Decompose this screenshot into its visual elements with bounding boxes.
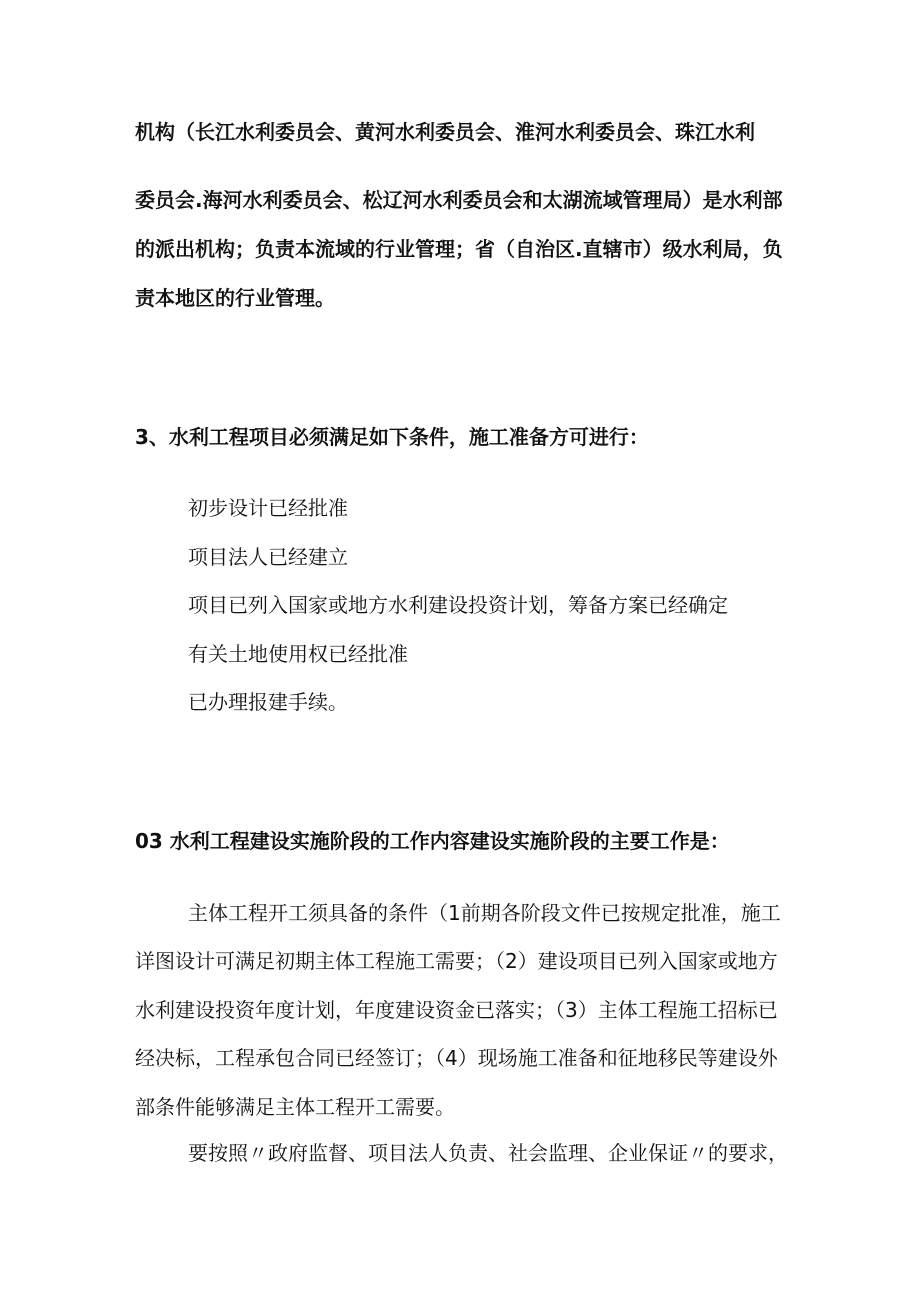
section-3-item-1: 初步设计已经批准: [188, 496, 348, 520]
section-03-heading: 03 水利工程建设实施阶段的工作内容建设实施阶段的主要工作是：: [135, 829, 730, 853]
section-03-para1-line-5: 部条件能够满足主体工程开工需要。: [135, 1095, 455, 1119]
section-03-para1-line-2: 详图设计可满足初期主体工程施工需要；（2）建设项目已列入国家或地方: [135, 949, 778, 973]
intro-line-2: 委员会.海河水利委员会、松辽河水利委员会和太湖流域管理局）是水利部: [135, 188, 783, 212]
intro-line-4: 责本地区的行业管理。: [135, 286, 335, 310]
intro-line-1: 机构（长江水利委员会、黄河水利委员会、淮河水利委员会、珠江水利: [135, 120, 755, 144]
section-3-item-5: 已办理报建手续。: [188, 690, 348, 714]
section-03-para2-line-1: 要按照〃政府监督、项目法人负责、社会监理、企业保证〃的要求，: [188, 1141, 788, 1165]
section-03-para1-line-3: 水利建设投资年度计划，年度建设资金已落实；（3）主体工程施工招标已: [135, 998, 778, 1022]
section-3-item-3: 项目已列入国家或地方水利建设投资计划，筹备方案已经确定: [188, 593, 728, 617]
intro-line-3: 的派出机构；负责本流域的行业管理；省（自治区.直辖市）级水利局，负: [135, 237, 783, 261]
section-3-heading: 3、水利工程项目必须满足如下条件，施工准备方可进行：: [135, 425, 649, 449]
section-03-para1-line-4: 经决标，工程承包合同已经签订；（4）现场施工准备和征地移民等建设外: [135, 1046, 778, 1070]
section-3-item-4: 有关土地使用权已经批准: [188, 642, 408, 666]
section-03-para1-line-1: 主体工程开工须具备的条件（1前期各阶段文件已按规定批准，施工: [188, 901, 781, 925]
section-3-item-2: 项目法人已经建立: [188, 545, 348, 569]
